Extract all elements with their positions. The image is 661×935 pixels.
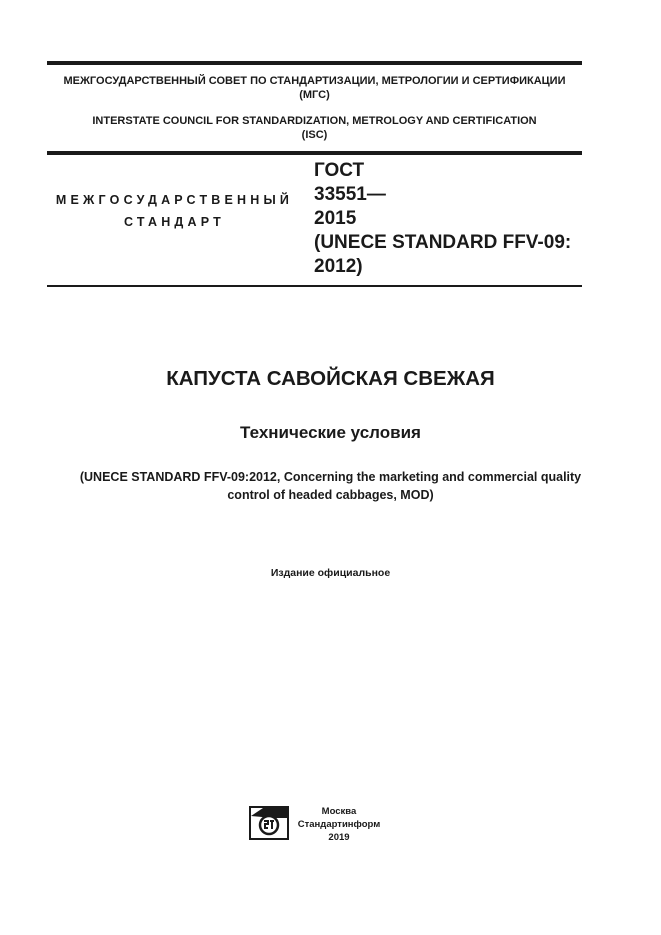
gost-line1: ГОСТ bbox=[314, 160, 365, 181]
top-rule bbox=[47, 61, 582, 65]
council-en bbox=[47, 114, 582, 142]
interstate-standard-label bbox=[47, 189, 302, 233]
council-ru bbox=[47, 74, 582, 102]
standard-label-line1: МЕЖГОСУДАРСТВЕННЫЙ bbox=[55, 193, 294, 207]
standard-label-line2: СТАНДАРТ bbox=[124, 215, 225, 229]
official-edition: Издание официальное bbox=[270, 567, 391, 579]
document-title: КАПУСТА САВОЙСКАЯ СВЕЖАЯ bbox=[166, 367, 495, 390]
gost-line4: (UNECE STANDARD FFV-09: bbox=[314, 232, 572, 253]
publisher-block bbox=[294, 805, 384, 844]
publisher-name: Стандартинформ bbox=[297, 819, 381, 830]
council-ru-name: МЕЖГОСУДАРСТВЕННЫЙ СОВЕТ ПО СТАНДАРТИЗАЦИИ, МЕТРОЛОГИИ И СЕРТИФИКАЦИИ bbox=[63, 75, 566, 87]
document-subtitle: Технические условия bbox=[240, 423, 421, 442]
reference-note bbox=[40, 468, 621, 504]
council-en-name: INTERSTATE COUNCIL FOR STANDARDIZATION, METROLOGY AND CERTIFICATION bbox=[92, 115, 537, 127]
publication-year: 2019 bbox=[328, 832, 350, 843]
reference-note-line2: control of headed cabbages, MOD) bbox=[227, 488, 434, 502]
council-en-abbr: (ISC) bbox=[301, 129, 328, 141]
gost-line2: 33551— bbox=[314, 184, 386, 205]
council-ru-abbr: (МГС) bbox=[299, 89, 330, 101]
gost-designation bbox=[314, 159, 584, 279]
gost-line3: 2015 bbox=[314, 208, 357, 229]
standartinform-logo-icon bbox=[249, 806, 289, 840]
bottom-rule bbox=[47, 285, 582, 287]
middle-rule bbox=[47, 151, 582, 155]
gost-line5: 2012) bbox=[314, 256, 363, 277]
publisher-city: Москва bbox=[321, 806, 357, 817]
reference-note-line1: (UNECE STANDARD FFV-09:2012, Concerning the marketing and commercial quality bbox=[79, 470, 582, 484]
